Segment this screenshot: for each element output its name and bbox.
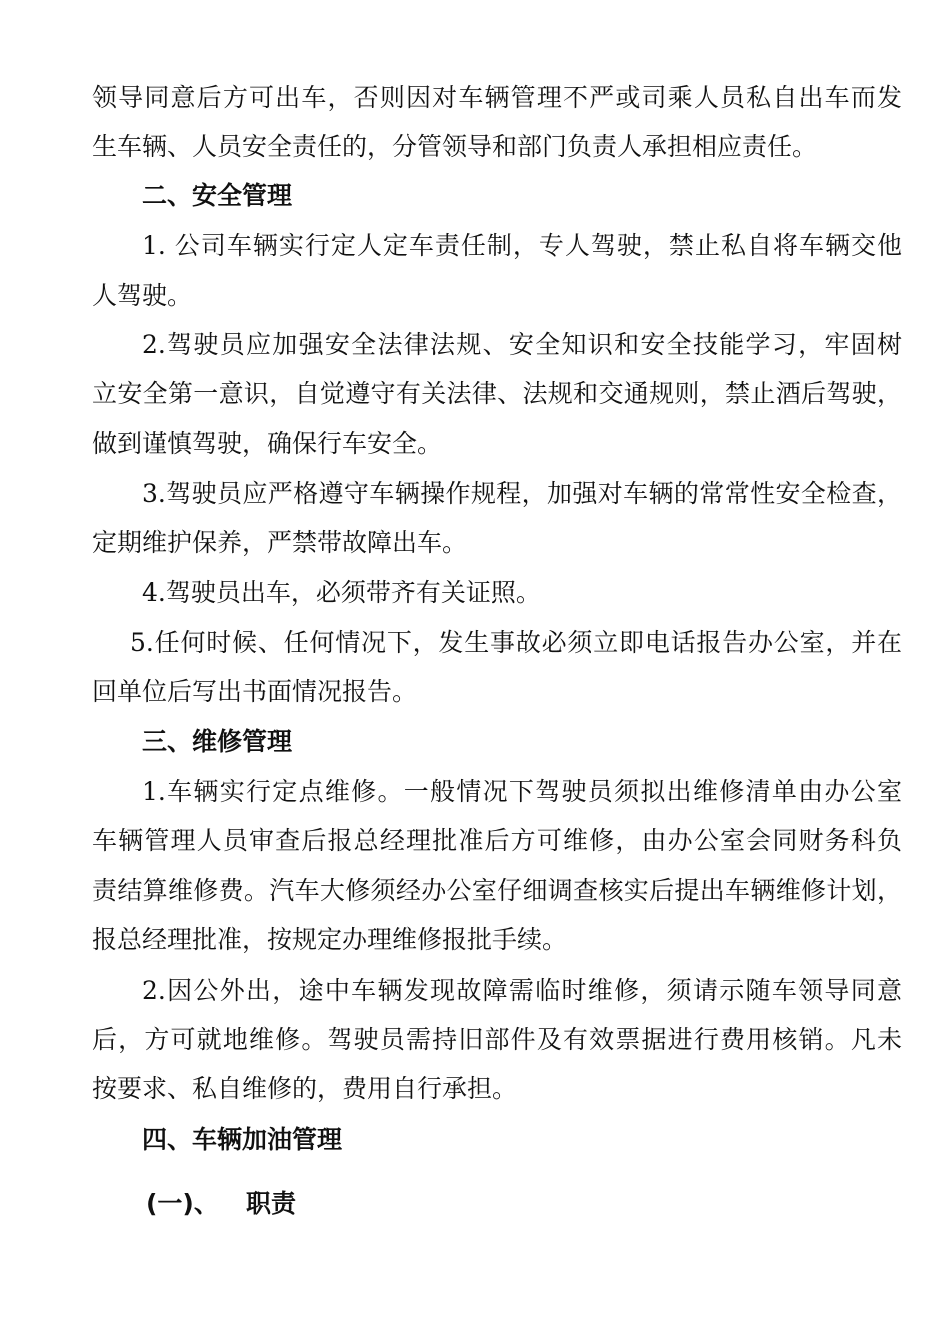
paragraph-line: 生车辆、人员安全责任的，分管领导和部门负责人承担相应责任。 bbox=[92, 132, 818, 161]
section-heading-maintenance: 三、维修管理 bbox=[142, 727, 293, 756]
safety-item-1-line-1: 1. 公司车辆实行定人定车责任制，专人驾驶，禁止私自将车辆交他 bbox=[142, 231, 902, 260]
safety-item-2-line-3: 做到谨慎驾驶，确保行车安全。 bbox=[92, 429, 443, 458]
safety-item-2-line-1: 2.驾驶员应加强安全法律法规、安全知识和安全技能学习，牢固树 bbox=[142, 330, 902, 359]
maintenance-item-2-line-3: 按要求、私自维修的，费用自行承担。 bbox=[92, 1074, 518, 1103]
safety-item-2-line-2: 立安全第一意识，自觉遵守有关法律、法规和交通规则，禁止酒后驾驶， bbox=[92, 379, 902, 408]
section-heading-safety: 二、安全管理 bbox=[142, 181, 293, 210]
safety-item-3-line-1: 3.驾驶员应严格遵守车辆操作规程，加强对车辆的常常性安全检查， bbox=[142, 479, 902, 508]
maintenance-item-1-line-2: 车辆管理人员审查后报总经理批准后方可维修，由办公室会同财务科负 bbox=[92, 826, 902, 855]
safety-item-5-line-2: 回单位后写出书面情况报告。 bbox=[92, 677, 418, 706]
subsection-heading-duties bbox=[0, 1179, 950, 1229]
safety-item-4-line-1: 4.驾驶员出车，必须带齐有关证照。 bbox=[142, 578, 541, 607]
safety-item-3-line-2: 定期维护保养，严禁带故障出车。 bbox=[92, 528, 468, 557]
maintenance-item-2-line-2: 后，方可就地维修。驾驶员需持旧部件及有效票据进行费用核销。凡未 bbox=[92, 1025, 902, 1054]
maintenance-item-1-line-1: 1.车辆实行定点维修。一般情况下驾驶员须拟出维修清单由办公室 bbox=[142, 777, 902, 806]
maintenance-item-1-line-4: 报总经理批准，按规定办理维修报批手续。 bbox=[92, 925, 568, 954]
subsection-marker: (一)、 bbox=[146, 1189, 219, 1218]
safety-item-5-line-1: 5.任何时候、任何情况下，发生事故必须立即电话报告办公室，并在 bbox=[130, 628, 902, 657]
subsection-title: 职责 bbox=[246, 1189, 297, 1218]
maintenance-item-1-line-3: 责结算维修费。汽车大修须经办公室仔细调查核实后提出车辆维修计划， bbox=[92, 876, 902, 905]
section-heading-refueling: 四、车辆加油管理 bbox=[142, 1125, 343, 1154]
paragraph-line: 领导同意后方可出车，否则因对车辆管理不严或司乘人员私自出车而发 bbox=[92, 83, 902, 112]
maintenance-item-2-line-1: 2.因公外出，途中车辆发现故障需临时维修，须请示随车领导同意 bbox=[142, 976, 902, 1005]
safety-item-1-line-2: 人驾驶。 bbox=[92, 281, 193, 310]
